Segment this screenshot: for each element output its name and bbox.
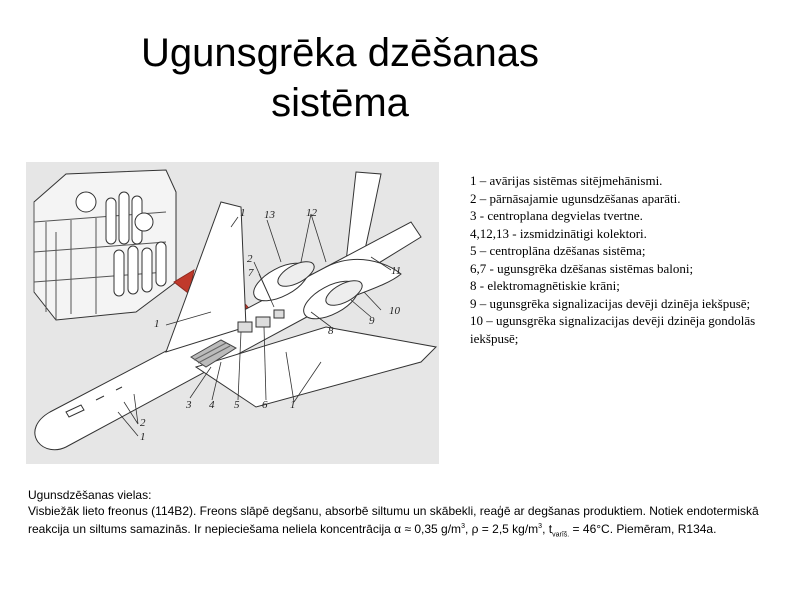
label-3: 3 bbox=[186, 399, 192, 411]
agents-text-part: Visbiežāk lieto freonus (114B2). Freons slāpē degšanu, absorbē siltumu un skābekli, reaģē ar degšanas produktiem. Notiek endotermiskā reakcija un siltums samazinās. Ir nepieciešama neliela koncentrācija α ≈ 0,35 g/m bbox=[28, 503, 759, 536]
label-2-mid: 2 bbox=[247, 253, 253, 265]
legend-item: 4,12,13 - izsmidzinātigi kolektori. bbox=[470, 225, 647, 241]
legend-item: 9 – ugunsgrēka signalizacijas devēji dzinēja iekšpusē; bbox=[470, 295, 751, 311]
extinguishing-agents-text bbox=[28, 488, 788, 543]
label-12: 12 bbox=[306, 207, 317, 219]
legend-item: 8 - elektromagnētiskie krāni; bbox=[470, 278, 620, 293]
aircraft-drawing bbox=[26, 162, 439, 464]
legend-item: 3 - centroplana degvielas tvertne. bbox=[470, 208, 643, 223]
page-title-line-1: Ugunsgrēka dzēšanas bbox=[140, 31, 540, 75]
page-title-line-2: sistēma bbox=[271, 81, 409, 125]
aircraft-fire-system-diagram bbox=[26, 162, 439, 464]
agents-text-part: , ρ = 2,5 kg/m bbox=[464, 522, 539, 536]
agents-text-part: = 46°C. Piemēram, R134a. bbox=[569, 522, 717, 536]
legend-list bbox=[470, 172, 790, 347]
label-2-bottom: 2 bbox=[140, 417, 146, 429]
label-4: 4 bbox=[209, 399, 215, 411]
label-1-bottom: 1 bbox=[290, 399, 296, 411]
label-1-nose: 1 bbox=[140, 431, 146, 443]
label-9: 9 bbox=[369, 315, 375, 327]
legend-item: 6,7 - ugunsgrēka dzēšanas sistēmas baloni; bbox=[470, 260, 694, 276]
agents-heading: Ugunsdzēšanas vielas: bbox=[28, 488, 152, 502]
legend-item: 10 – ugunsgrēka signalizacijas devēji dzinēja gondolās iekšpusē; bbox=[470, 313, 756, 346]
label-10: 10 bbox=[389, 305, 400, 317]
cylinder-rack-inset bbox=[34, 170, 176, 320]
superscript: 3 bbox=[538, 523, 543, 530]
agents-text-part: , t bbox=[542, 522, 553, 536]
label-7: 7 bbox=[248, 267, 254, 279]
legend-item: 5 – centroplāna dzēšanas sistēma; bbox=[470, 243, 646, 258]
label-13: 13 bbox=[264, 209, 275, 221]
superscript: 3 bbox=[461, 523, 465, 530]
page-title bbox=[100, 28, 580, 128]
label-6: 6 bbox=[262, 399, 268, 411]
label-5: 5 bbox=[234, 399, 240, 411]
agents-paragraph bbox=[28, 504, 788, 543]
upper-wing bbox=[166, 202, 246, 352]
legend-item: 2 – pārnāsajamie ugunsdzēšanas aparāti. bbox=[470, 190, 681, 206]
label-1-left: 1 bbox=[154, 318, 160, 330]
label-11: 11 bbox=[391, 265, 402, 277]
label-1-top: 1 bbox=[240, 207, 246, 219]
label-8: 8 bbox=[328, 325, 334, 337]
subscript: varīš. bbox=[552, 531, 570, 539]
legend-item: 1 – avārijas sistēmas sitējmehānismi. bbox=[470, 173, 663, 188]
